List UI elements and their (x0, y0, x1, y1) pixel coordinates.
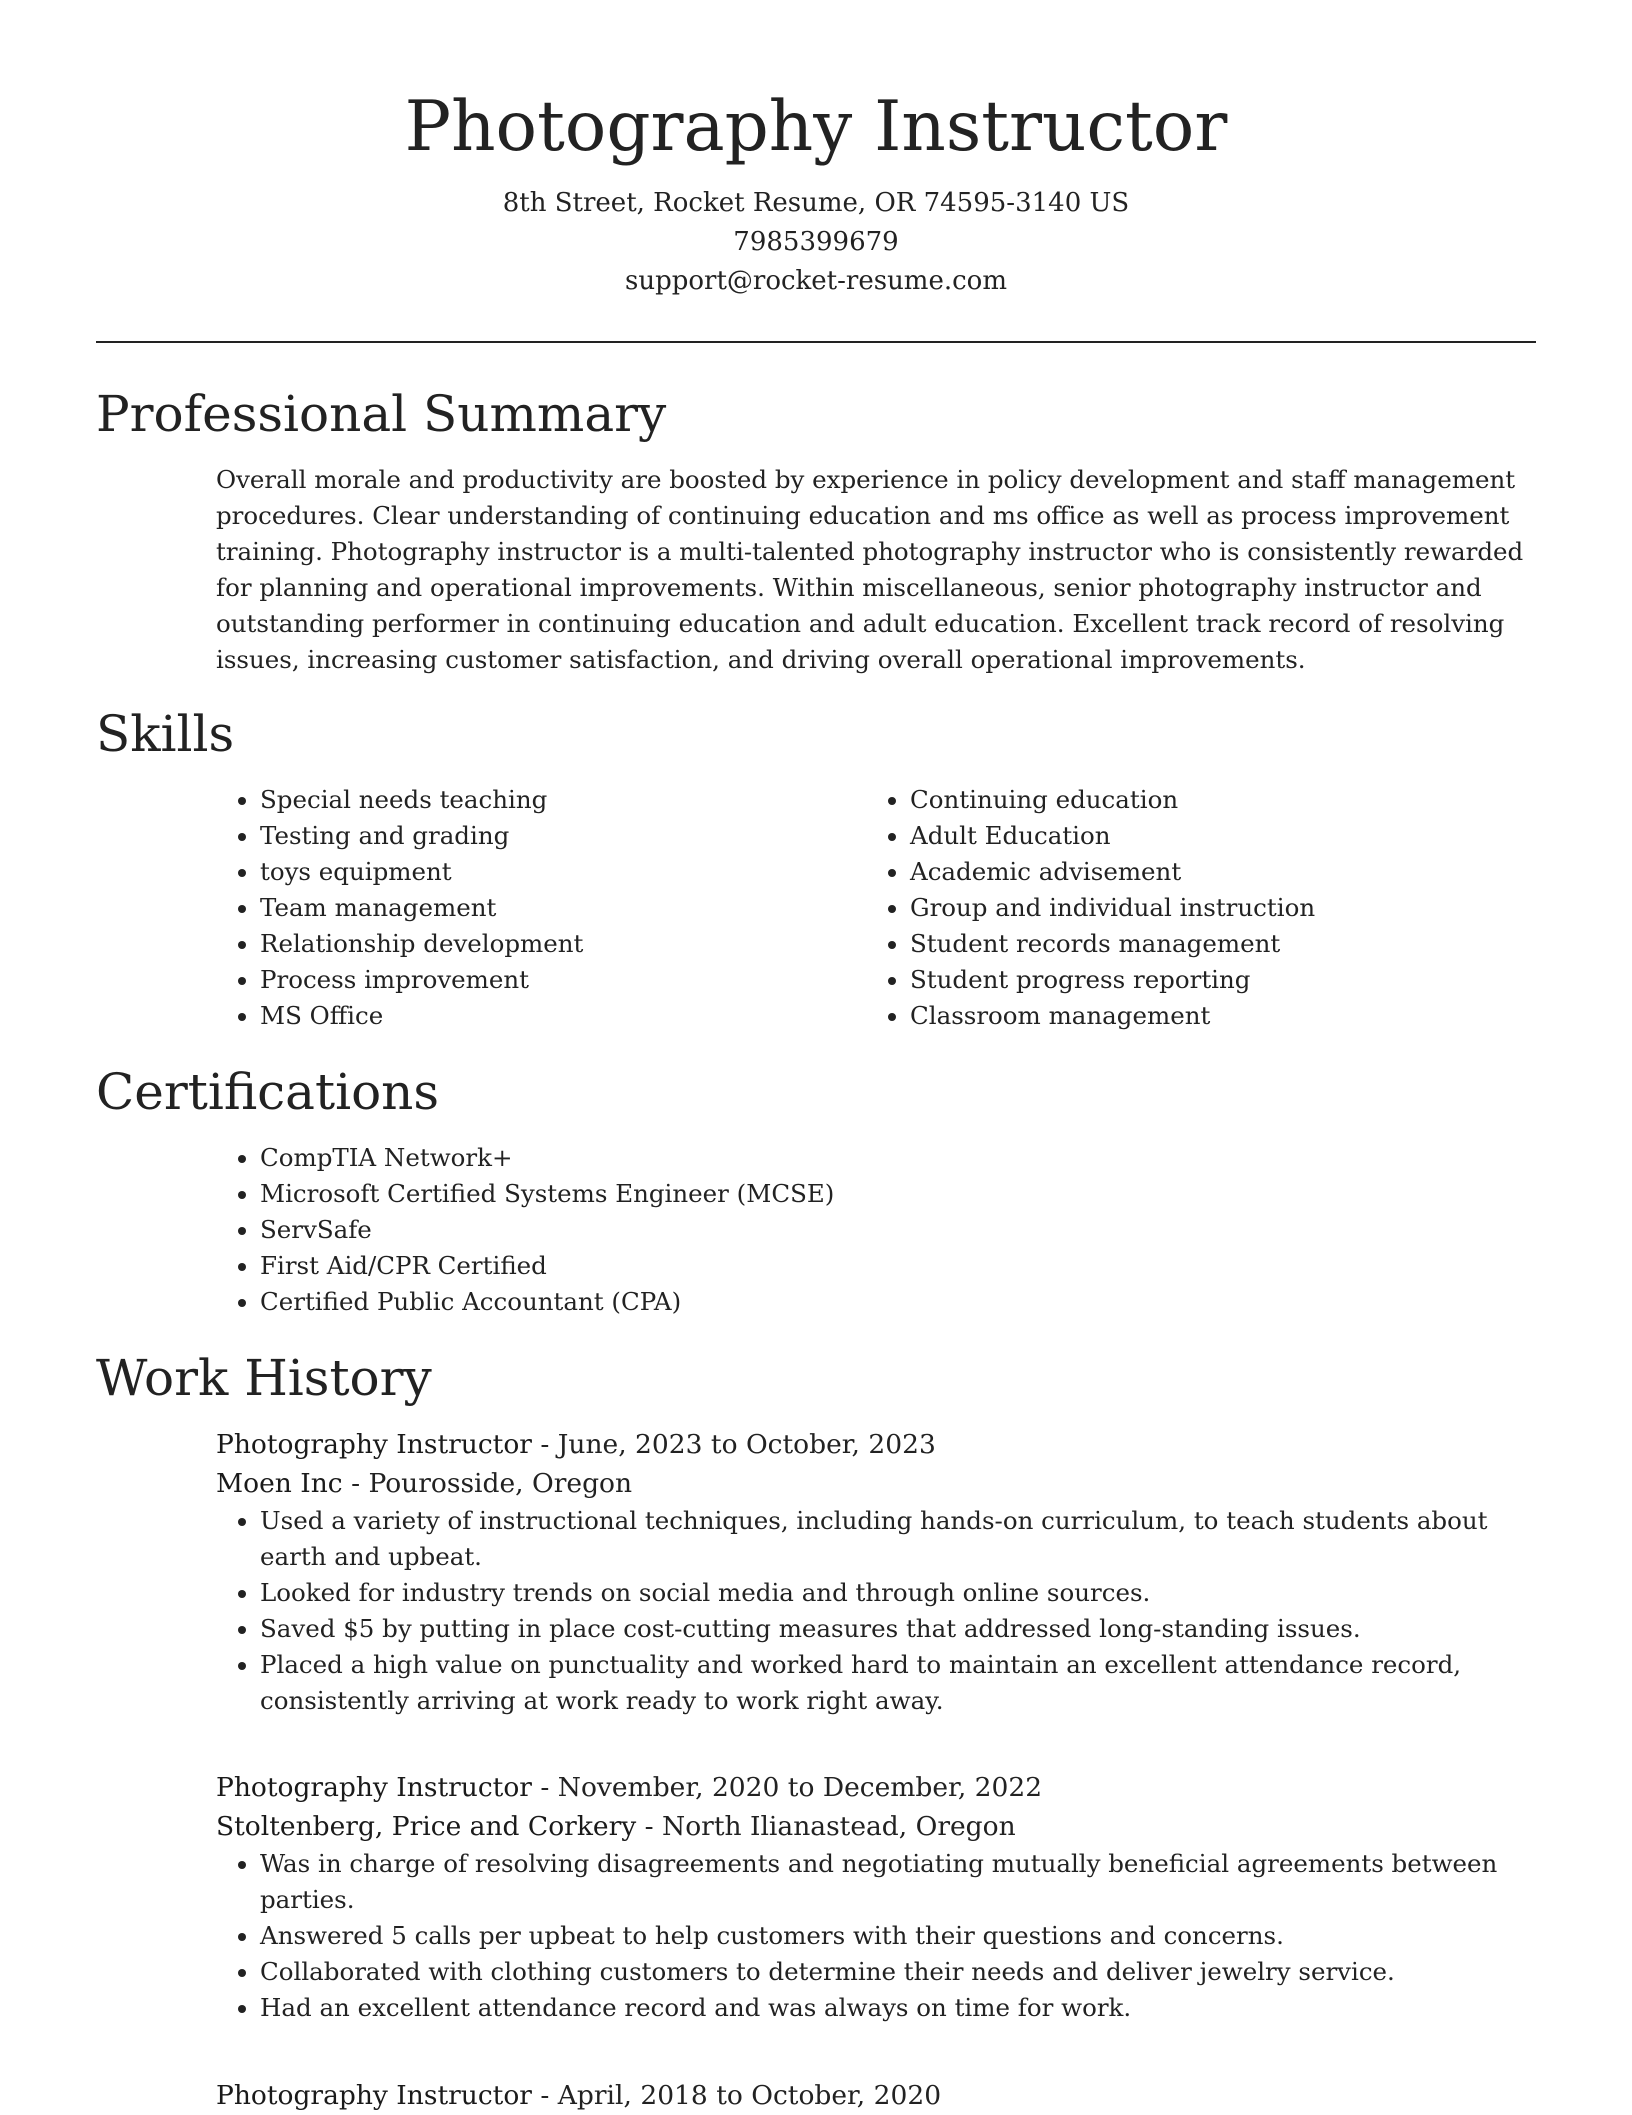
separator: - (531, 1429, 558, 1460)
job-location: Pourosside, Oregon (368, 1468, 633, 1499)
job-dates: November, 2020 to December, 2022 (557, 1772, 1043, 1803)
skill-item: • Special needs teaching (260, 782, 816, 818)
job-bullet: • Answered 5 calls per upbeat to help customers with their questions and concerns. (260, 1918, 1546, 1954)
skill-item: • Academic advisement (910, 854, 1506, 890)
header-divider (96, 341, 1536, 343)
separator: - (531, 1772, 558, 1803)
skill-item: • Team management (260, 890, 816, 926)
job-location: North Ilianastead, Oregon (662, 1811, 1016, 1842)
certification-item: • CompTIA Network+ (260, 1140, 1316, 1176)
job-bullet: • Collaborated with clothing customers to determine their needs and deliver jewelry service. (260, 1954, 1546, 1990)
certification-item: • Microsoft Certified Systems Engineer (MCSE) (260, 1176, 1316, 1212)
job-entry (216, 1425, 1546, 1719)
job-bullet: • Used a variety of instructional techniques, including hands-on curriculum, to teach students about earth and upbeat. (260, 1503, 1546, 1575)
job-dates: April, 2018 to October, 2020 (557, 2080, 942, 2111)
job-title-line (216, 1768, 1546, 1807)
job-company-line (216, 1464, 1546, 1503)
job-bullets (216, 1503, 1546, 1719)
skill-item: • Process improvement (260, 962, 816, 998)
job-entry (216, 1768, 1546, 2026)
certifications-list (216, 1140, 1316, 1320)
summary-text: Overall morale and productivity are boosted by experience in policy development and staff management procedures. Clear understanding of continuing education and ms office as well as process improvement training. Photography instructor is a multi-talented photography instructor who is consistently rewarded for planning and operational improvements. Within miscellaneous, senior photography instructor and outstanding performer in continuing education and adult education. Excellent track record of resolving issues, increasing customer satisfaction, and driving overall operational improvements. (216, 465, 1524, 674)
job-bullet: • Was in charge of resolving disagreements and negotiating mutually beneficial agreements between parties. (260, 1846, 1546, 1918)
job-bullets (216, 1846, 1546, 2026)
job-role: Photography Instructor (216, 1429, 532, 1460)
skill-item: • Group and individual instruction (910, 890, 1506, 926)
skill-item: • Student records management (910, 926, 1506, 962)
separator: - (531, 2080, 558, 2111)
section-title-summary: Professional Summary (96, 385, 667, 443)
job-role: Photography Instructor (216, 2080, 532, 2111)
contact-address: 8th Street, Rocket Resume, OR 74595-3140 US (502, 188, 1130, 218)
separator: - (636, 1811, 663, 1842)
job-bullet: • Looked for industry trends on social media and through online sources. (260, 1575, 1546, 1611)
skill-item: • MS Office (260, 998, 816, 1034)
job-dates: June, 2023 to October, 2023 (557, 1429, 936, 1460)
skill-item: • toys equipment (260, 854, 816, 890)
certification-item: • Certified Public Accountant (CPA) (260, 1284, 1316, 1320)
job-role: Photography Instructor (216, 1772, 532, 1803)
skill-item: • Adult Education (910, 818, 1506, 854)
section-title-work-history: Work History (96, 1349, 432, 1407)
job-entry (216, 2076, 1546, 2115)
skill-item: • Testing and grading (260, 818, 816, 854)
job-company-line (216, 1807, 1546, 1846)
section-title-skills: Skills (96, 705, 235, 763)
job-title-line (216, 1425, 1546, 1464)
resume-header (0, 0, 1632, 301)
contact-phone: 7985399679 (733, 227, 899, 257)
job-title-line (216, 2076, 1546, 2115)
skill-item: • Continuing education (910, 782, 1506, 818)
certification-item: • First Aid/CPR Certified (260, 1248, 1316, 1284)
skill-item: • Classroom management (910, 998, 1506, 1034)
skills-column-left (216, 782, 816, 1034)
skill-item: • Student progress reporting (910, 962, 1506, 998)
job-bullet: • Had an excellent attendance record and was always on time for work. (260, 1990, 1546, 2026)
job-company: Stoltenberg, Price and Corkery (216, 1811, 637, 1842)
certification-item: • ServSafe (260, 1212, 1316, 1248)
resume-name: Photography Instructor (404, 87, 1228, 167)
contact-email[interactable]: support@rocket-resume.com (624, 266, 1007, 296)
job-bullet: • Placed a high value on punctuality and worked hard to maintain an excellent attendance record, consistently arriving at work ready to work right away. (260, 1647, 1546, 1719)
section-title-certifications: Certifications (96, 1063, 440, 1121)
job-bullet: • Saved $5 by putting in place cost-cutting measures that addressed long-standing issues. (260, 1611, 1546, 1647)
separator: - (342, 1468, 369, 1499)
skills-column-right (866, 782, 1506, 1034)
skill-item: • Relationship development (260, 926, 816, 962)
contact-info (0, 184, 1632, 301)
job-company: Moen Inc (216, 1468, 343, 1499)
